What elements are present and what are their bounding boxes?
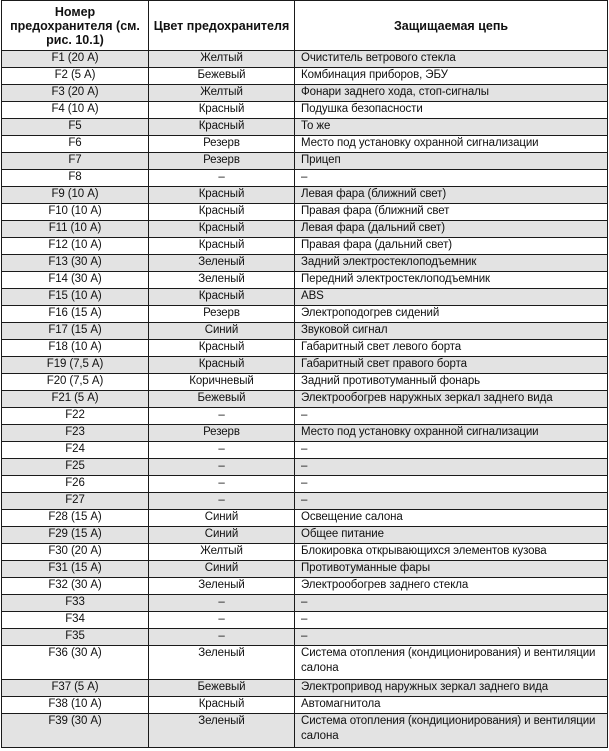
- table-row: [2, 476, 608, 493]
- fuse-number-cell: F28 (15 А): [2, 510, 149, 527]
- protected-circuit-cell: Левая фара (ближний свет): [295, 187, 608, 204]
- fuse-color-cell: Синий: [149, 527, 295, 544]
- fuse-number-cell: F1 (20 А): [2, 51, 149, 68]
- fuse-color-cell: Красный: [149, 119, 295, 136]
- fuse-number-cell: F6: [2, 136, 149, 153]
- table-row: [2, 612, 608, 629]
- protected-circuit-cell: –: [295, 612, 608, 629]
- table-row: [2, 340, 608, 357]
- protected-circuit-cell: –: [295, 476, 608, 493]
- fuse-color-cell: Зеленый: [149, 714, 295, 748]
- protected-circuit-cell: Общее питание: [295, 527, 608, 544]
- protected-circuit-cell: Фонари заднего хода, стоп-сигналы: [295, 85, 608, 102]
- fuse-number-cell: F13 (30 А): [2, 255, 149, 272]
- fuse-color-cell: Красный: [149, 204, 295, 221]
- fuse-color-cell: Бежевый: [149, 680, 295, 697]
- protected-circuit-cell: Очиститель ветрового стекла: [295, 51, 608, 68]
- protected-circuit-cell: Задний электростеклоподъемник: [295, 255, 608, 272]
- table-header-row: [2, 1, 608, 51]
- table-row: [2, 289, 608, 306]
- fuse-number-cell: F16 (15 А): [2, 306, 149, 323]
- fuse-number-cell: F37 (5 А): [2, 680, 149, 697]
- protected-circuit-cell: Левая фара (дальний свет): [295, 221, 608, 238]
- fuse-number-cell: F32 (30 А): [2, 578, 149, 595]
- fuse-color-cell: Резерв: [149, 425, 295, 442]
- fuse-color-cell: Желтый: [149, 85, 295, 102]
- fuse-number-cell: F31 (15 А): [2, 561, 149, 578]
- protected-circuit-cell: Подушка безопасности: [295, 102, 608, 119]
- protected-circuit-cell: Габаритный свет правого борта: [295, 357, 608, 374]
- table-row: [2, 527, 608, 544]
- protected-circuit-cell: Противотуманные фары: [295, 561, 608, 578]
- table-row: [2, 119, 608, 136]
- protected-circuit-cell: Место под установку охранной сигнализации: [295, 425, 608, 442]
- fuse-color-cell: Зеленый: [149, 255, 295, 272]
- protected-circuit-cell: Освещение салона: [295, 510, 608, 527]
- protected-circuit-cell: Автомагнитола: [295, 697, 608, 714]
- fuse-number-cell: F17 (15 А): [2, 323, 149, 340]
- fuse-color-cell: Синий: [149, 323, 295, 340]
- fuse-number-cell: F27: [2, 493, 149, 510]
- fuse-color-cell: Красный: [149, 340, 295, 357]
- table-row: [2, 51, 608, 68]
- protected-circuit-cell: Звуковой сигнал: [295, 323, 608, 340]
- table-row: [2, 629, 608, 646]
- table-row: [2, 408, 608, 425]
- fuse-number-cell: F39 (30 А): [2, 714, 149, 748]
- protected-circuit-cell: Правая фара (ближний свет: [295, 204, 608, 221]
- fuse-color-cell: –: [149, 493, 295, 510]
- table-row: [2, 323, 608, 340]
- fuse-color-cell: Зеленый: [149, 578, 295, 595]
- protected-circuit-cell: Электроподогрев сидений: [295, 306, 608, 323]
- fuse-number-cell: F20 (7,5 А): [2, 374, 149, 391]
- table-row: [2, 442, 608, 459]
- fuse-number-cell: F25: [2, 459, 149, 476]
- table-row: [2, 595, 608, 612]
- fuse-number-cell: F35: [2, 629, 149, 646]
- fuse-number-cell: F30 (20 А): [2, 544, 149, 561]
- fuse-number-cell: F26: [2, 476, 149, 493]
- fuse-number-cell: F3 (20 А): [2, 85, 149, 102]
- fuse-number-cell: F22: [2, 408, 149, 425]
- table-row: [2, 153, 608, 170]
- protected-circuit-cell: Задний противотуманный фонарь: [295, 374, 608, 391]
- fuse-color-cell: –: [149, 459, 295, 476]
- protected-circuit-cell: –: [295, 629, 608, 646]
- fuse-color-cell: Резерв: [149, 136, 295, 153]
- protected-circuit-cell: –: [295, 442, 608, 459]
- protected-circuit-cell: Система отопления (кондиционирования) и вентиляции салона: [295, 714, 608, 748]
- protected-circuit-cell: Электрообогрев наружных зеркал заднего вида: [295, 391, 608, 408]
- fuse-color-cell: –: [149, 442, 295, 459]
- header-protected-circuit: Защищаемая цепь: [295, 1, 608, 51]
- table-row: [2, 578, 608, 595]
- fuse-color-cell: Резерв: [149, 306, 295, 323]
- fuse-color-cell: Желтый: [149, 51, 295, 68]
- table-row: [2, 204, 608, 221]
- protected-circuit-cell: –: [295, 170, 608, 187]
- protected-circuit-cell: Электропривод наружных зеркал заднего вида: [295, 680, 608, 697]
- protected-circuit-cell: ABS: [295, 289, 608, 306]
- table-row: [2, 102, 608, 119]
- table-row: [2, 561, 608, 578]
- fuse-number-cell: F5: [2, 119, 149, 136]
- protected-circuit-cell: То же: [295, 119, 608, 136]
- protected-circuit-cell: Габаритный свет левого борта: [295, 340, 608, 357]
- fuse-color-cell: Красный: [149, 187, 295, 204]
- fuse-color-cell: Красный: [149, 697, 295, 714]
- fuse-color-cell: Резерв: [149, 153, 295, 170]
- fuse-color-cell: Красный: [149, 238, 295, 255]
- protected-circuit-cell: Место под установку охранной сигнализации: [295, 136, 608, 153]
- fuse-number-cell: F19 (7,5 А): [2, 357, 149, 374]
- table-row: [2, 170, 608, 187]
- protected-circuit-cell: –: [295, 408, 608, 425]
- fuse-color-cell: Красный: [149, 102, 295, 119]
- fuse-color-cell: –: [149, 612, 295, 629]
- fuse-color-cell: –: [149, 595, 295, 612]
- fuse-color-cell: –: [149, 408, 295, 425]
- fuse-number-cell: F23: [2, 425, 149, 442]
- fuse-color-cell: Синий: [149, 561, 295, 578]
- table-row: [2, 221, 608, 238]
- fuse-number-cell: F10 (10 А): [2, 204, 149, 221]
- table-row: [2, 425, 608, 442]
- table-row: [2, 85, 608, 102]
- protected-circuit-cell: Комбинация приборов, ЭБУ: [295, 68, 608, 85]
- fuse-number-cell: F12 (10 А): [2, 238, 149, 255]
- protected-circuit-cell: Система отопления (кондиционирования) и вентиляции салона: [295, 646, 608, 680]
- fuse-number-cell: F8: [2, 170, 149, 187]
- table-row: [2, 493, 608, 510]
- fuse-color-cell: Бежевый: [149, 391, 295, 408]
- table-row: [2, 238, 608, 255]
- fuse-color-cell: Желтый: [149, 544, 295, 561]
- table-row: [2, 272, 608, 289]
- protected-circuit-cell: –: [295, 595, 608, 612]
- fuse-color-cell: Синий: [149, 510, 295, 527]
- fuse-color-cell: –: [149, 476, 295, 493]
- table-row: [2, 68, 608, 85]
- table-row: [2, 374, 608, 391]
- fuse-color-cell: Красный: [149, 221, 295, 238]
- table-row: [2, 136, 608, 153]
- table-row: [2, 255, 608, 272]
- table-row: [2, 459, 608, 476]
- table-row: [2, 357, 608, 374]
- header-fuse-color: Цвет предохранителя: [149, 1, 295, 51]
- fuse-number-cell: F7: [2, 153, 149, 170]
- fuse-number-cell: F15 (10 А): [2, 289, 149, 306]
- table-row: [2, 187, 608, 204]
- protected-circuit-cell: –: [295, 459, 608, 476]
- fuse-number-cell: F29 (15 А): [2, 527, 149, 544]
- protected-circuit-cell: –: [295, 493, 608, 510]
- table-row: [2, 510, 608, 527]
- table-row: [2, 697, 608, 714]
- fuse-number-cell: F21 (5 А): [2, 391, 149, 408]
- fuse-number-cell: F36 (30 А): [2, 646, 149, 680]
- table-row: [2, 544, 608, 561]
- header-fuse-number: Номер предохранителя (см. рис. 10.1): [2, 1, 149, 51]
- fuse-color-cell: –: [149, 629, 295, 646]
- fuse-number-cell: F33: [2, 595, 149, 612]
- fuse-number-cell: F38 (10 А): [2, 697, 149, 714]
- fuse-number-cell: F9 (10 А): [2, 187, 149, 204]
- fuse-color-cell: Зеленый: [149, 646, 295, 680]
- table-row: [2, 714, 608, 748]
- protected-circuit-cell: Электрообогрев заднего стекла: [295, 578, 608, 595]
- table-row: [2, 680, 608, 697]
- protected-circuit-cell: Правая фара (дальний свет): [295, 238, 608, 255]
- table-row: [2, 646, 608, 680]
- table-row: [2, 391, 608, 408]
- fuse-color-cell: –: [149, 170, 295, 187]
- fuse-number-cell: F18 (10 А): [2, 340, 149, 357]
- fuse-color-cell: Красный: [149, 357, 295, 374]
- fuse-number-cell: F24: [2, 442, 149, 459]
- fuse-color-cell: Коричневый: [149, 374, 295, 391]
- fuse-number-cell: F4 (10 А): [2, 102, 149, 119]
- protected-circuit-cell: Передний электростеклоподъемник: [295, 272, 608, 289]
- fuse-color-cell: Красный: [149, 289, 295, 306]
- fuse-color-cell: Бежевый: [149, 68, 295, 85]
- fuse-table: [1, 0, 608, 748]
- fuse-color-cell: Зеленый: [149, 272, 295, 289]
- table-row: [2, 306, 608, 323]
- protected-circuit-cell: Прицеп: [295, 153, 608, 170]
- fuse-number-cell: F11 (10 А): [2, 221, 149, 238]
- fuse-number-cell: F2 (5 А): [2, 68, 149, 85]
- fuse-number-cell: F34: [2, 612, 149, 629]
- protected-circuit-cell: Блокировка открывающихся элементов кузова: [295, 544, 608, 561]
- fuse-number-cell: F14 (30 А): [2, 272, 149, 289]
